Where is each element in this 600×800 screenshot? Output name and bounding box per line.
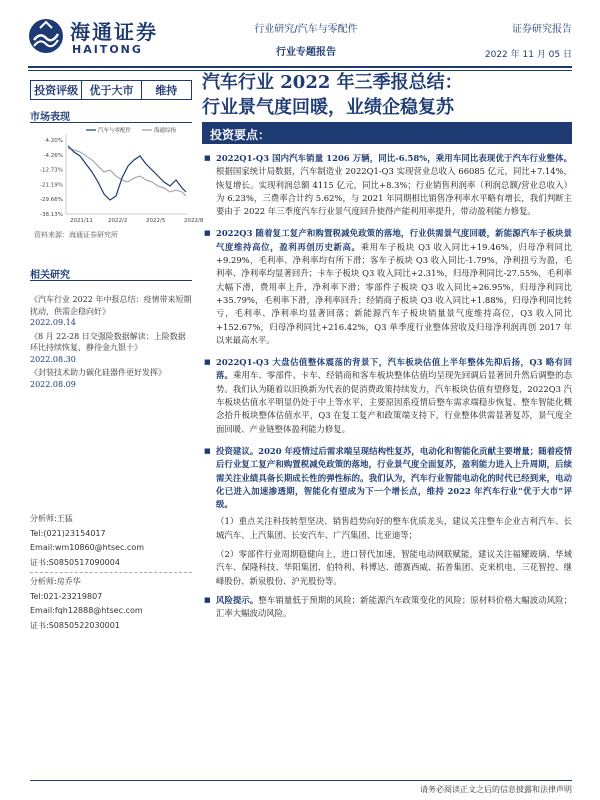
key-point-1-text: 根据国家统计局数据，汽车制造业 2022Q1-Q3 实现营业总收入 66085 亿元，同比+7.14%，恢复增长。实现利润总额 4115 亿元，同比+8.3%；行业销售利润率（利润总额/营业总收入）为 6.23%，三费率合计约 5.62%，与 2021 年同期相比销售净利率水平略有增长，我们判断主要由于 2022 年三季度汽车行业景气度回升使得产能利用率提升，带动盈利能力修复。 bbox=[216, 166, 572, 217]
key-point-5-label: 风险提示。 bbox=[216, 594, 259, 605]
logo-en: HAITONG bbox=[72, 43, 143, 56]
rating-change: 维持 bbox=[155, 84, 178, 97]
related-item-date: 2022.08.09 bbox=[30, 379, 76, 389]
key-point-3 bbox=[202, 356, 572, 436]
logo-cn: 海通证券 bbox=[70, 20, 158, 44]
analyst-divider bbox=[30, 572, 192, 573]
footer-text: 请务必阅读正文之后的信息披露和法律声明 bbox=[420, 785, 572, 794]
market-chart bbox=[30, 126, 204, 226]
key-point-4-text: 2020 年疫情过后需求端呈现结构性复苏，电动化和智能化贡献主要增量；随着疫情后行业复工复产和购置税减免政策的落地，行业景气度全面复苏，盈利能力进入上升周期，后续需关注业绩具备长期成长性的弹性标的。我们认为，汽车行业智能电动化的时代已经到来，电动化已进入加速渗透期，智能化有望成为下一个增长点，维持 2022 年汽车行业“优于大市”评级。 bbox=[216, 445, 572, 510]
analyst-name: 分析师:房乔华 bbox=[30, 577, 81, 586]
key-point-2-text: 乘用车子板块 Q3 收入同比+19.46%，归母净利同比+9.29%，毛利率、净利率均有所下滑；客车子板块 Q3 收入同比-1.79%，净利扭亏为盈，毛利率、净利率均显著回升；卡车子板块 Q3 收入同比+2.31%，归母净利同比-27.55%，毛利率大幅下滑，费用率上升，净利率下滑；零部件子板块 Q3 收入同比+26.95%，归母净利同比+35.79%，毛利率下滑，净利率回升；经销商子板块 Q3 收入同比+1.88%，归母净利同比转亏，毛利率、净利率均显著回落；新能源汽车子板块销量景气度维持高位，Q3 收入同比+152.67%，归母净利同比+216.42%，Q3 单季度行业整体营收及归母净利润再创 2017 年以来最高水平。 bbox=[216, 241, 573, 345]
analyst-tel: Tel:(021)23154017 bbox=[30, 528, 106, 538]
related-heading: 相关研究 bbox=[30, 270, 70, 281]
y-tick-label: -21.19% bbox=[40, 182, 63, 189]
y-tick-label: 4.20% bbox=[45, 138, 63, 144]
analyst-cert: 证书:S0850522030001 bbox=[30, 620, 120, 630]
x-tick-label: 2022/5 bbox=[146, 218, 166, 224]
analyst-email: Email:fqh12888@htsec.com bbox=[30, 606, 143, 615]
header-report-type: 行业专题报告 bbox=[276, 47, 336, 58]
rating-box bbox=[30, 80, 192, 100]
related-item: 《封装技术助力碳化硅器件更好发挥》 bbox=[30, 368, 166, 377]
chart-source: 资料来源：海通证券研究所 bbox=[34, 231, 118, 239]
report-title bbox=[202, 70, 572, 120]
y-tick-label: -38.13% bbox=[40, 212, 63, 218]
header-label: 证券研究报告 bbox=[512, 24, 572, 35]
header-category: 行业研究/汽车与零配件 bbox=[254, 24, 358, 35]
logo-mark-icon bbox=[28, 16, 64, 56]
related-item: 《汽车行业 2022 年中报总结：疫情带来短期扰动，供需企稳向好》 bbox=[30, 295, 192, 316]
legend-label: 海通综指 bbox=[154, 128, 177, 134]
footer-divider bbox=[30, 780, 572, 781]
y-tick-label: -4.26% bbox=[43, 152, 63, 159]
key-point-4-sub-2: （2）零部件行业周期稳健向上，进口替代加速，智能电动网联赋能，建议关注福耀玻璃、华域汽车、保隆科技、华阳集团、伯特利、科博达、德赛西威、拓普集团、克来机电、三花智控、继峰股份、新泉股份、沪光股份等。 bbox=[216, 549, 572, 586]
key-point-2 bbox=[202, 227, 572, 347]
analyst-email: Email:wm10860@htsec.com bbox=[30, 543, 144, 552]
rating-value: 优于大市 bbox=[82, 81, 141, 99]
analyst-name: 分析师:王猛 bbox=[30, 514, 73, 523]
key-point-5 bbox=[202, 594, 572, 621]
haitong-logo bbox=[28, 14, 168, 62]
header-center bbox=[228, 20, 384, 58]
related-item-date: 2022.09.14 bbox=[30, 318, 76, 327]
header-date: 2022 年 11 月 05 日 bbox=[484, 50, 572, 60]
key-points-body bbox=[202, 152, 572, 630]
key-point-3-text: 乘用车、零部件、卡车、经销商和客车板块整体估值均呈现先回调后显著回升然后调整的态势。我们认为随着以旧换新为代表的促消费政策持续发力，汽车板块估值有望修复，2022Q3 汽车板块估值水平明显仍处于中上等水平，主要原因系疫情后整车需求端稳步恢复、整车智能化概念拾升板块整体估值水平，Q3 在复工复产和政策端支持下，行业整体供需显著复苏，景气度全面回暖、产业链整体盈利能力修复。 bbox=[216, 370, 573, 434]
analyst-cert: 证书:S0850517090004 bbox=[30, 557, 120, 567]
key-point-5-text: 整车销量低于预期的风险；新能源汽车政策变化的风险；原材料价格大幅波动风险；汇率大幅波动风险。 bbox=[216, 594, 573, 619]
title-line-1: 汽车行业 2022 年三季报总结： bbox=[202, 72, 463, 93]
key-point-4 bbox=[202, 445, 572, 511]
series-auto-line bbox=[68, 146, 186, 200]
key-point-4-sub-1: （1）重点关注科技转型坚决、销售趋势向好的整车优质龙头，建议关注整车企业吉利汽车、长城汽车、上汽集团、长安汽车、广汽集团、比亚迪等； bbox=[216, 516, 572, 540]
x-tick-label: 2021/11 bbox=[70, 218, 93, 224]
title-line-2: 行业景气度回暖，业绩企稳复苏 bbox=[202, 97, 454, 118]
x-tick-label: 2022/8 bbox=[184, 218, 204, 224]
market-divider bbox=[30, 122, 192, 123]
legend-label: 汽车与零配件 bbox=[98, 128, 132, 134]
rating-label: 投资评级 bbox=[31, 81, 82, 99]
header-divider bbox=[28, 66, 572, 68]
analyst-tel: Tel:021-23219807 bbox=[30, 591, 103, 601]
key-points-heading: 投资要点： bbox=[202, 122, 572, 144]
analyst-list bbox=[30, 512, 192, 633]
y-tick-label: -29.66% bbox=[40, 197, 63, 204]
key-point-1 bbox=[202, 152, 572, 218]
key-point-1-bold: 2022Q1-Q3 国内汽车销量 1206 万辆，同比-6.58%，乘用车同比表现优于汽车行业整体。 bbox=[216, 153, 572, 163]
market-heading: 市场表现 bbox=[30, 112, 70, 123]
key-point-2-bold: 2022Q3 随着复工复产和购置税减免政策的落地，行业供需景气度回暖，新能源汽车子板块景气度维持高位，盈利再创历史新高。 bbox=[216, 228, 572, 252]
key-point-4-label: 投资建议。 bbox=[216, 445, 259, 456]
related-divider bbox=[30, 280, 192, 281]
x-tick-label: 2022/2 bbox=[108, 218, 128, 224]
related-item: 《8 月 22-28 日交强险数据解读：上险数据环比持续恢复，静待金九银十》 bbox=[30, 331, 186, 352]
header-right bbox=[452, 20, 572, 60]
related-item-date: 2022.08.30 bbox=[30, 354, 76, 364]
series-index-line bbox=[68, 148, 186, 196]
related-list bbox=[30, 294, 192, 392]
key-point-3-bold: 2022Q1-Q3 大盘估值整体震荡的背景下，汽车板块估值上半年整体先抑后扬，Q3 略有回落。 bbox=[216, 357, 572, 381]
y-tick-label: -12.73% bbox=[40, 167, 63, 174]
